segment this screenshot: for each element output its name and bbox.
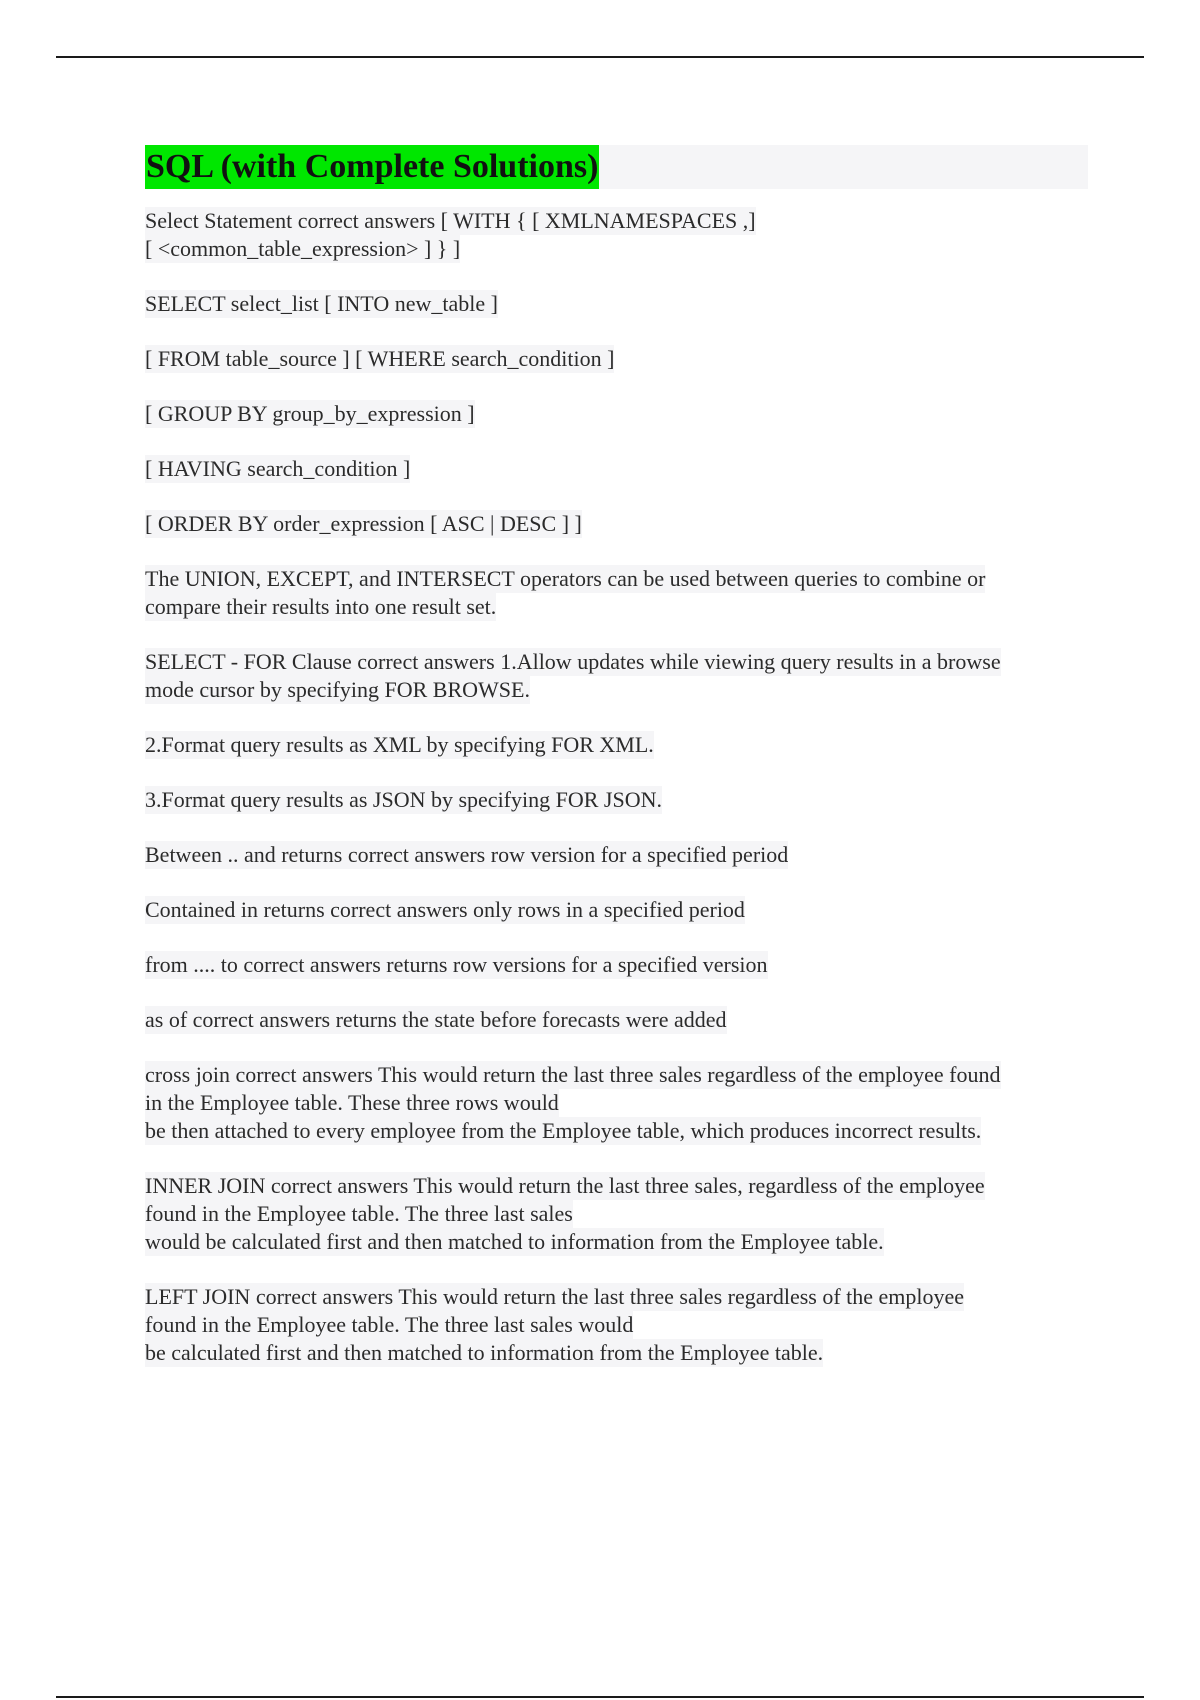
- paragraph-line: in the Employee table. These three rows would: [145, 1090, 559, 1115]
- paragraph-line: would be calculated first and then matched to information from the Employee table.: [145, 1229, 884, 1254]
- paragraph-line: Contained in returns correct answers only rows in a specified period: [145, 897, 745, 922]
- paragraph-line: LEFT JOIN correct answers This would return the last three sales regardless of the employee: [145, 1284, 965, 1309]
- paragraph: [145, 731, 1088, 759]
- paragraph: [145, 1172, 1088, 1256]
- paragraph-line: from .... to correct answers returns row versions for a specified version: [145, 952, 768, 977]
- paragraph-line: SELECT select_list [ INTO new_table ]: [145, 291, 498, 316]
- paragraph: [145, 1006, 1088, 1034]
- paragraph-line: INNER JOIN correct answers This would return the last three sales, regardless of the employee: [145, 1173, 985, 1198]
- paragraph: [145, 786, 1088, 814]
- paragraph-line: as of correct answers returns the state before forecasts were added: [145, 1007, 727, 1032]
- paragraph: [145, 1061, 1088, 1145]
- paragraph-line: Select Statement correct answers [ WITH { [ XMLNAMESPACES ,]: [145, 208, 756, 233]
- paragraph-list: [145, 207, 1088, 1367]
- paragraph-line: Between .. and returns correct answers row version for a specified period: [145, 842, 789, 867]
- paragraph-line: The UNION, EXCEPT, and INTERSECT operators can be used between queries to combine or: [145, 566, 986, 591]
- paragraph-line: cross join correct answers This would return the last three sales regardless of the employee found: [145, 1062, 1001, 1087]
- paragraph: [145, 345, 1088, 373]
- footer-rule: [56, 1696, 1144, 1698]
- paragraph: [145, 455, 1088, 483]
- paragraph: [145, 841, 1088, 869]
- paragraph-line: [ GROUP BY group_by_expression ]: [145, 401, 475, 426]
- paragraph-line: be then attached to every employee from the Employee table, which produces incorrect results.: [145, 1118, 982, 1143]
- paragraph: [145, 1283, 1088, 1367]
- paragraph: [145, 510, 1088, 538]
- paragraph-line: mode cursor by specifying FOR BROWSE.: [145, 677, 530, 702]
- paragraph: [145, 565, 1088, 621]
- paragraph: [145, 290, 1088, 318]
- paragraph-line: found in the Employee table. The three last sales: [145, 1201, 573, 1226]
- header-rule: [56, 56, 1144, 58]
- paragraph-line: [ HAVING search_condition ]: [145, 456, 411, 481]
- paragraph: [145, 207, 1088, 263]
- paragraph-line: 2.Format query results as XML by specifying FOR XML.: [145, 732, 654, 757]
- paragraph-line: compare their results into one result set.: [145, 594, 497, 619]
- paragraph: [145, 648, 1088, 704]
- paragraph-line: [ <common_table_expression> ] } ]: [145, 236, 461, 261]
- paragraph-line: be calculated first and then matched to information from the Employee table.: [145, 1340, 824, 1365]
- title-band: [145, 145, 1088, 189]
- paragraph-line: SELECT - FOR Clause correct answers 1.Allow updates while viewing query results in a browse: [145, 649, 1001, 674]
- paragraph-line: [ ORDER BY order_expression [ ASC | DESC ] ]: [145, 511, 582, 536]
- paragraph-line: 3.Format query results as JSON by specifying FOR JSON.: [145, 787, 662, 812]
- paragraph-line: [ FROM table_source ] [ WHERE search_condition ]: [145, 346, 615, 371]
- paragraph: [145, 951, 1088, 979]
- document-title: SQL (with Complete Solutions): [145, 145, 599, 189]
- paragraph-line: found in the Employee table. The three last sales would: [145, 1312, 634, 1337]
- paragraph: [145, 400, 1088, 428]
- paragraph: [145, 896, 1088, 924]
- document-body: [145, 145, 1088, 1394]
